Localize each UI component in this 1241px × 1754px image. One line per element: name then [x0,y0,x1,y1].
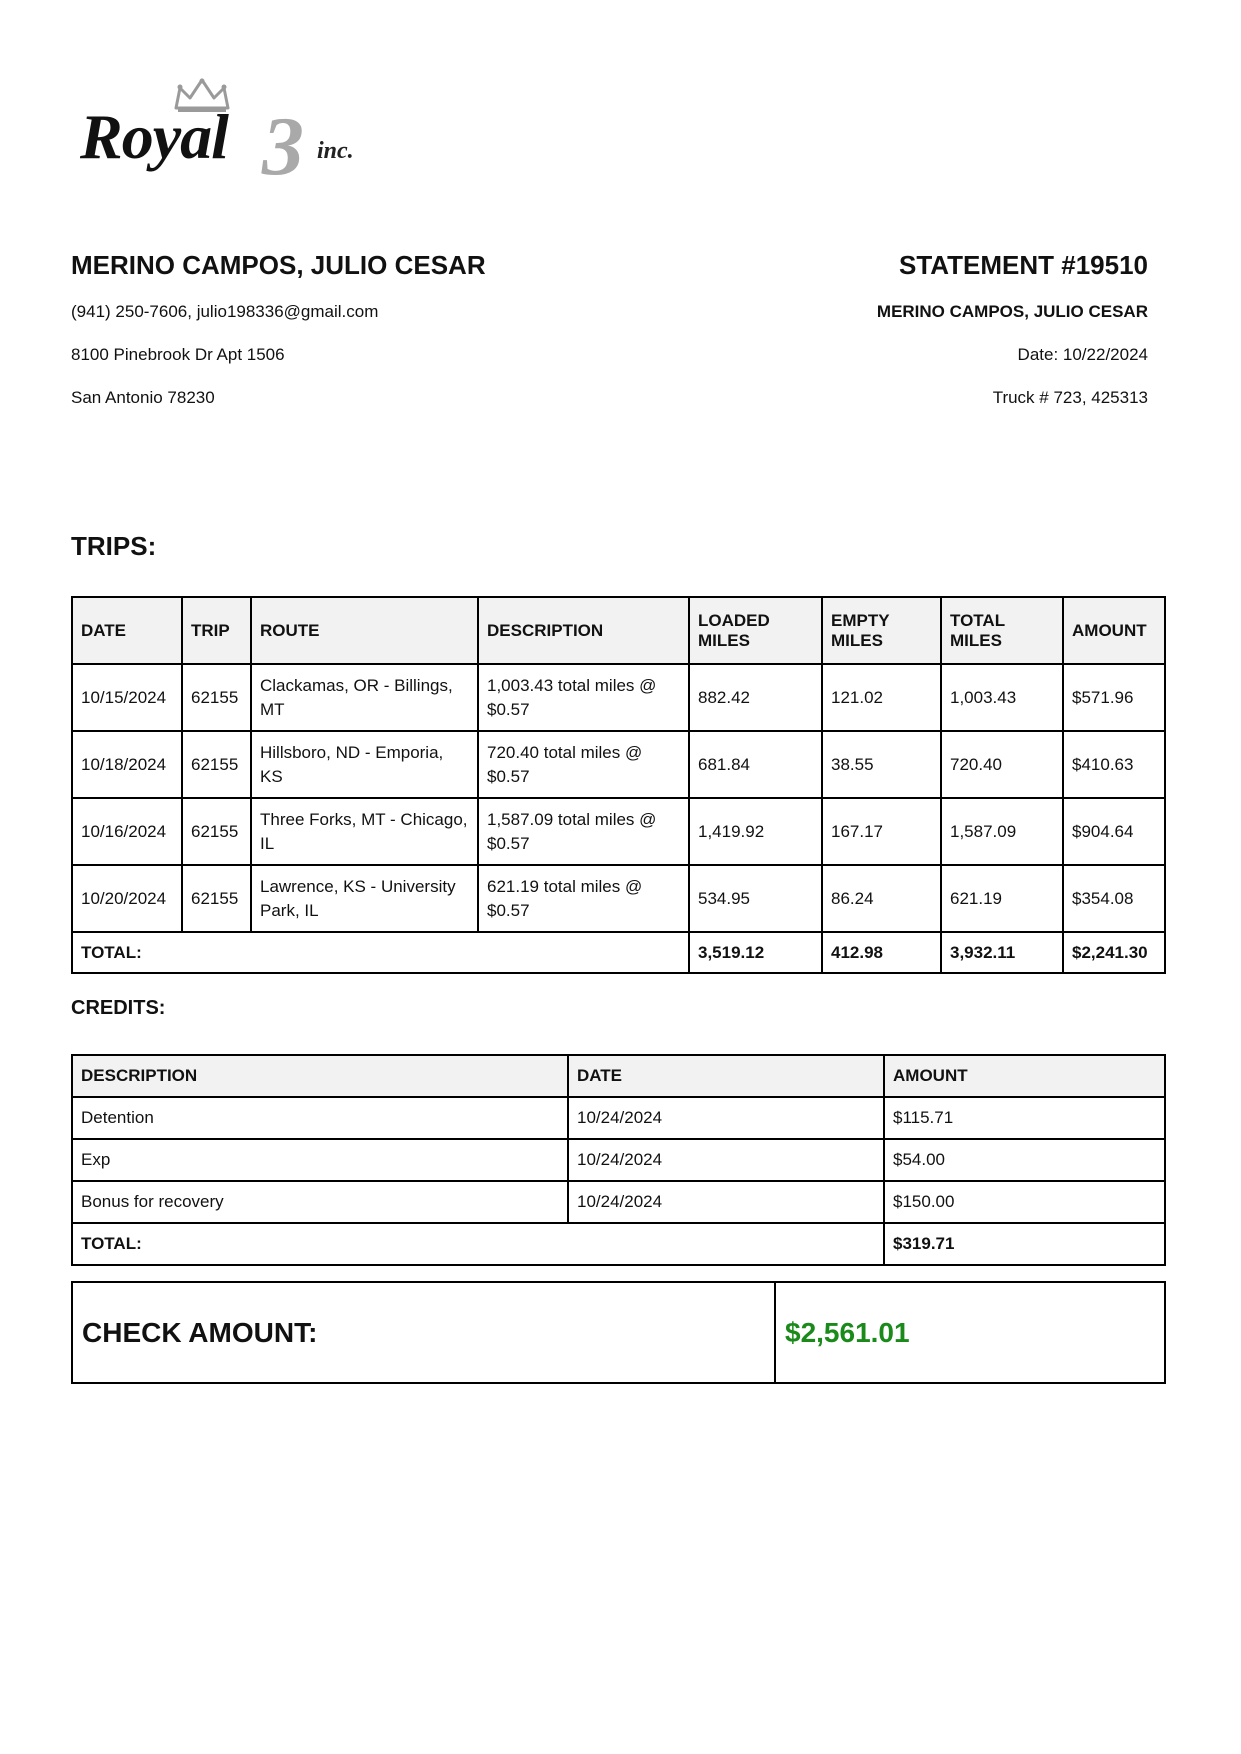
statement-truck: Truck # 723, 425313 [992,388,1148,407]
trip-number: 62155 [182,731,251,798]
trip-empty-miles: 121.02 [822,664,941,731]
credit-amount: $115.71 [884,1097,1165,1139]
trips-heading: TRIPS: [71,531,157,561]
table-header-row [72,597,1165,664]
column-header-amount: AMOUNT [1063,597,1165,664]
trip-loaded-miles: 534.95 [689,865,822,932]
trip-route: Three Forks, MT - Chicago, IL [251,798,478,865]
trip-date: 10/20/2024 [72,865,182,932]
statement-title: STATEMENT #19510 [898,250,1148,280]
driver-address-line2: San Antonio 78230 [71,388,215,407]
column-header-description: DESCRIPTION [72,1055,568,1097]
trip-empty-miles: 38.55 [822,731,941,798]
logo-number: 3 [262,100,304,193]
trip-route: Clackamas, OR - Billings, MT [251,664,478,731]
credits-total-label: TOTAL: [72,1223,884,1265]
column-header-loaded-miles: LOADED MILES [689,597,822,664]
column-header-total-miles: TOTAL MILES [941,597,1063,664]
credit-amount: $54.00 [884,1139,1165,1181]
credit-description: Exp [72,1139,568,1181]
column-header-trip: TRIP [182,597,251,664]
table-row [72,1139,1165,1181]
credits-total-row [72,1223,1165,1265]
trip-loaded-miles: 1,419.92 [689,798,822,865]
trips-total-miles: 3,932.11 [941,932,1063,973]
table-row [72,798,1165,865]
trips-total-label: TOTAL: [72,932,689,973]
trip-number: 62155 [182,664,251,731]
column-header-date: DATE [568,1055,884,1097]
statement-driver-name: MERINO CAMPOS, JULIO CESAR [876,302,1148,321]
company-logo [72,78,392,193]
credit-date: 10/24/2024 [568,1139,884,1181]
column-header-amount: AMOUNT [884,1055,1165,1097]
check-amount-box [71,1281,1166,1384]
credits-table [71,1054,1166,1266]
trip-description: 720.40 total miles @ $0.57 [478,731,689,798]
trip-total-miles: 1,003.43 [941,664,1063,731]
statement-date: Date: 10/22/2024 [1017,345,1148,364]
credit-description: Detention [72,1097,568,1139]
trip-total-miles: 621.19 [941,865,1063,932]
check-amount-row [72,1282,1165,1383]
check-amount-value: $2,561.01 [775,1282,1165,1383]
trip-route: Lawrence, KS - University Park, IL [251,865,478,932]
credit-description: Bonus for recovery [72,1181,568,1223]
driver-name: MERINO CAMPOS, JULIO CESAR [71,250,486,280]
table-row [72,1097,1165,1139]
logo-suffix: inc. [317,138,354,164]
table-header-row [72,1055,1165,1097]
column-header-date: DATE [72,597,182,664]
trip-description: 1,003.43 total miles @ $0.57 [478,664,689,731]
driver-info [71,250,486,431]
trip-empty-miles: 86.24 [822,865,941,932]
trip-amount: $410.63 [1063,731,1165,798]
trip-date: 10/16/2024 [72,798,182,865]
trip-date: 10/15/2024 [72,664,182,731]
trip-number: 62155 [182,798,251,865]
credits-total-amount: $319.71 [884,1223,1165,1265]
trip-loaded-miles: 681.84 [689,731,822,798]
credits-heading: CREDITS: [71,997,166,1019]
table-row [72,865,1165,932]
trips-total-loaded: 3,519.12 [689,932,822,973]
trip-route: Hillsboro, ND - Emporia, KS [251,731,478,798]
credit-date: 10/24/2024 [568,1097,884,1139]
trip-empty-miles: 167.17 [822,798,941,865]
trips-table [71,596,1166,974]
column-header-route: ROUTE [251,597,478,664]
table-row [72,1181,1165,1223]
trip-description: 1,587.09 total miles @ $0.57 [478,798,689,865]
credit-date: 10/24/2024 [568,1181,884,1223]
trips-total-empty: 412.98 [822,932,941,973]
trip-amount: $354.08 [1063,865,1165,932]
trip-number: 62155 [182,865,251,932]
column-header-empty-miles: EMPTY MILES [822,597,941,664]
trip-total-miles: 720.40 [941,731,1063,798]
trip-amount: $571.96 [1063,664,1165,731]
trip-total-miles: 1,587.09 [941,798,1063,865]
driver-contact: (941) 250-7606, julio198336@gmail.com [71,302,379,321]
driver-address-line1: 8100 Pinebrook Dr Apt 1506 [71,345,285,364]
logo-wordmark: Royal [80,101,228,172]
credit-amount: $150.00 [884,1181,1165,1223]
statement-info [877,250,1148,431]
column-header-description: DESCRIPTION [478,597,689,664]
trips-total-amount: $2,241.30 [1063,932,1165,973]
trips-total-row [72,932,1165,973]
check-amount-label: CHECK AMOUNT: [72,1282,775,1383]
table-row [72,731,1165,798]
trip-amount: $904.64 [1063,798,1165,865]
trip-description: 621.19 total miles @ $0.57 [478,865,689,932]
trip-loaded-miles: 882.42 [689,664,822,731]
trip-date: 10/18/2024 [72,731,182,798]
table-row [72,664,1165,731]
